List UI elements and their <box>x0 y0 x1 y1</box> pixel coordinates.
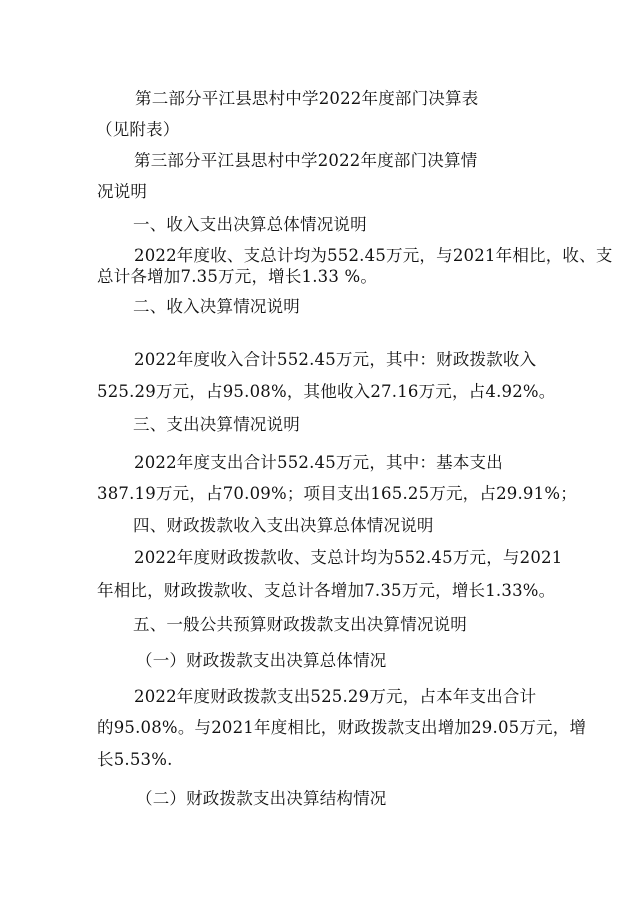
section5-sub1-heading: （一）财政拨款支出决算总体情况 <box>136 651 387 670</box>
part3-title-line2: 况说明 <box>97 182 148 201</box>
part2-title: 第二部分平江县思村中学2022年度部门决算表 <box>135 89 479 108</box>
section5-heading: 五、一般公共预算财政拨款支出决算情况说明 <box>133 615 467 634</box>
section4-paragraph-line2: 年相比，财政拨款收、支总计各增加7.35万元，增长1.33%。 <box>97 581 556 600</box>
section3-paragraph-line1: 2022年度支出合计552.45万元，其中：基本支出 <box>134 453 503 472</box>
section2-paragraph-line2: 525.29万元，占95.08%，其他收入27.16万元，占4.92%。 <box>97 382 556 401</box>
section5-sub1-paragraph-line1: 2022年度财政拨款支出525.29万元，占本年支出合计 <box>134 687 537 706</box>
section3-heading: 三、支出决算情况说明 <box>133 415 300 434</box>
section1-paragraph-line1: 2022年度收、支总计均为552.45万元，与2021年相比，收、支 <box>134 246 613 265</box>
section3-paragraph-line2: 387.19万元，占70.09%；项目支出165.25万元，占29.91%； <box>97 484 577 503</box>
part3-title-line1: 第三部分平江县思村中学2022年度部门决算情 <box>134 151 478 170</box>
section2-heading: 二、收入决算情况说明 <box>133 297 300 316</box>
section5-sub2-heading: （二）财政拨款支出决算结构情况 <box>136 789 387 808</box>
section4-heading: 四、财政拨款收入支出决算总体情况说明 <box>133 516 434 535</box>
section1-heading: 一、收入支出决算总体情况说明 <box>133 215 367 234</box>
section4-paragraph-line1: 2022年度财政拨款收、支总计均为552.45万元，与2021 <box>134 548 563 567</box>
part2-note: （见附表） <box>96 120 180 139</box>
section5-sub1-paragraph-line3: 长5.53%. <box>97 750 173 769</box>
section1-paragraph-line2: 总计各增加7.35万元，增长1.33 %。 <box>97 267 378 286</box>
section5-sub1-paragraph-line2: 的95.08%。与2021年度相比，财政拨款支出增加29.05万元，增 <box>97 718 587 737</box>
section2-paragraph-line1: 2022年度收入合计552.45万元，其中：财政拨款收入 <box>134 350 537 369</box>
